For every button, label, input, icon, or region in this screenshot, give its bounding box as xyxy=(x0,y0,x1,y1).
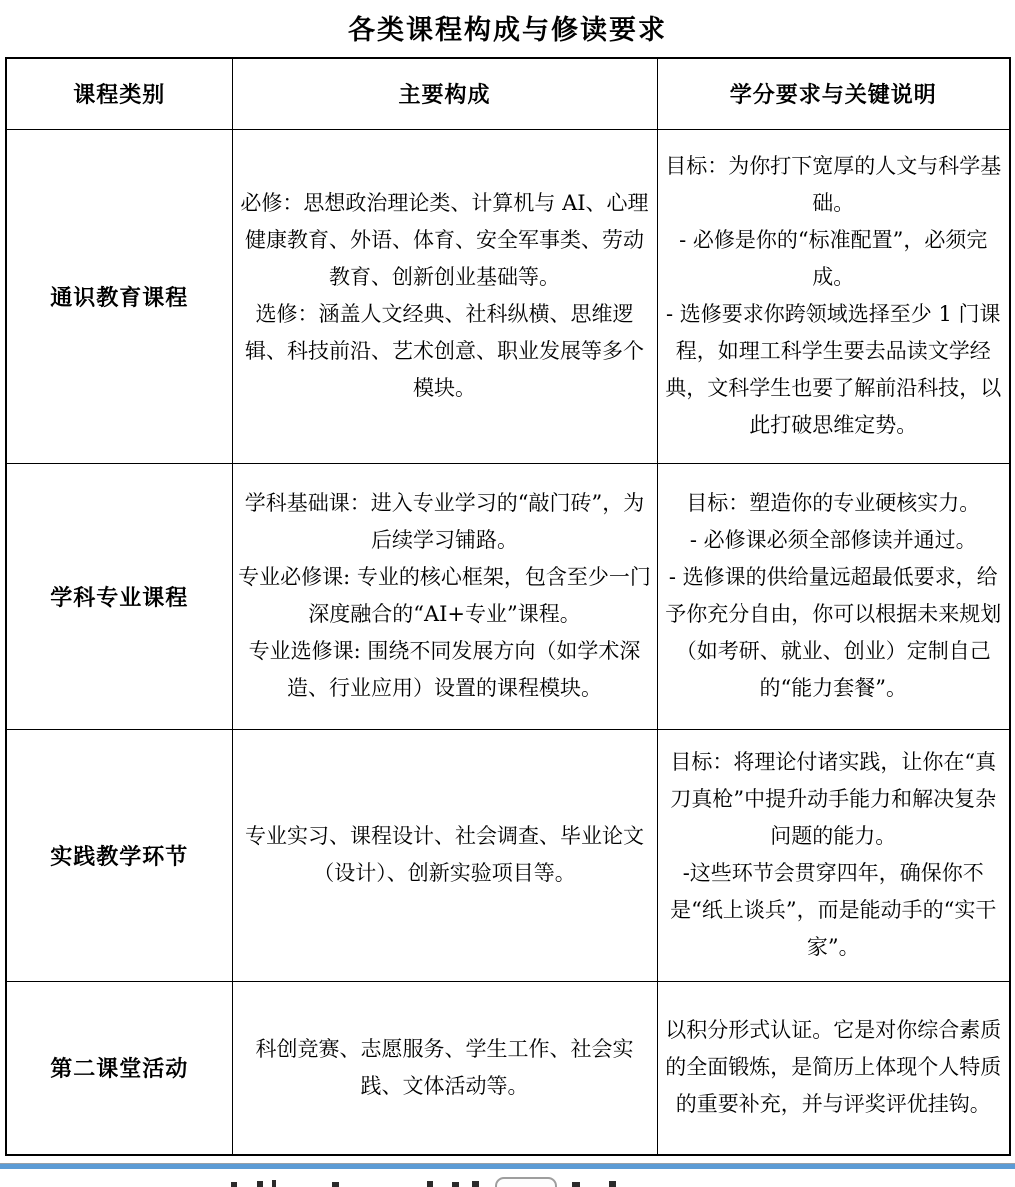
cutoff-text-fragment xyxy=(332,1182,339,1187)
composition-cell xyxy=(232,463,657,729)
requirements-cell xyxy=(657,129,1010,463)
requirements-paragraph: - 必修是你的“标准配置”，必须完成。 xyxy=(679,228,988,289)
table-header-row xyxy=(6,58,1010,129)
cutoff-text-fragment xyxy=(427,1181,433,1187)
composition-paragraph: 专业实习、课程设计、社会调查、毕业论文（设计）、创新实验项目等。 xyxy=(245,824,644,885)
composition-paragraph: 专业必修课: 专业的核心框架，包含至少一门深度融合的“AI+专业”课程。 xyxy=(238,565,651,626)
requirements-paragraph: 以积分形式认证。它是对你综合素质的全面锻炼，是简历上体现个人特质的重要补充，并与评奖评优挂钩。 xyxy=(665,1018,1002,1117)
composition-paragraph: 必修：思想政治理论类、计算机与 AI、心理健康教育、外语、体育、安全军事类、劳动教育、创新创业基础等。 xyxy=(240,191,649,289)
composition-paragraph: 科创竞赛、志愿服务、学生工作、社会实践、文体活动等。 xyxy=(255,1036,634,1098)
category-cell: 学科专业课程 xyxy=(6,463,232,729)
header-credit-requirements: 学分要求与关键说明 xyxy=(657,58,1010,129)
requirements-paragraph: - 选修课的供给量远超最低要求，给予你充分自由，你可以根据未来规划（如考研、就业、创业）定制自己的“能力套餐”。 xyxy=(665,565,1002,700)
composition-paragraph: 专业选修课: 围绕不同发展方向（如学术深造、行业应用）设置的课程模块。 xyxy=(248,639,641,700)
cutoff-text-fragment xyxy=(272,1180,276,1187)
requirements-paragraph: - 选修要求你跨领域选择至少 1 门课程，如理工科学生要去品读文学经典，文科学生也要了解前沿科技，以此打破思维定势。 xyxy=(665,302,1002,437)
category-cell: 第二课堂活动 xyxy=(6,981,232,1155)
cutoff-text-fragment xyxy=(257,1181,263,1187)
requirements-paragraph: 目标：将理论付诸实践，让你在“真刀真枪”中提升动手能力和解决复杂问题的能力。 xyxy=(670,750,997,848)
table-row xyxy=(6,729,1010,981)
table-row xyxy=(6,981,1010,1155)
composition-cell xyxy=(232,729,657,981)
header-main-composition: 主要构成 xyxy=(232,58,657,129)
requirements-paragraph: 目标：塑造你的专业硬核实力。 xyxy=(686,491,981,515)
requirements-cell xyxy=(657,463,1010,729)
composition-cell xyxy=(232,129,657,463)
header-course-category: 课程类别 xyxy=(6,58,232,129)
composition-paragraph: 选修：涵盖人文经典、社科纵横、思维逻辑、科技前沿、艺术创意、职业发展等多个模块。 xyxy=(245,302,644,400)
cutoff-text-fragment xyxy=(231,1182,237,1187)
cutoff-text-fragment xyxy=(609,1181,616,1187)
composition-paragraph: 学科基础课：进入专业学习的“敲门砖”，为后续学习铺路。 xyxy=(244,491,645,552)
page-title: 各类课程构成与修读要求 xyxy=(348,15,667,46)
requirements-paragraph: -这些环节会贯穿四年，确保你不是“纸上谈兵”，而是能动手的“实干家”。 xyxy=(670,861,997,959)
requirements-paragraph: - 必修课必须全部修读并通过。 xyxy=(689,528,977,552)
table-row xyxy=(6,463,1010,729)
category-cell: 通识教育课程 xyxy=(6,129,232,463)
course-table xyxy=(5,57,1011,1156)
cutoff-text-fragment xyxy=(572,1182,580,1187)
table-bottom-blue-rule xyxy=(0,1164,1015,1169)
cutoff-text-fragment xyxy=(452,1182,459,1187)
requirements-cell xyxy=(657,729,1010,981)
requirements-cell xyxy=(657,981,1010,1155)
cutoff-text-fragment xyxy=(472,1181,479,1187)
requirements-paragraph: 目标：为你打下宽厚的人文与科学基础。 xyxy=(665,154,1002,215)
table-row xyxy=(6,129,1010,463)
cutoff-rounded-box xyxy=(495,1177,557,1187)
category-cell: 实践教学环节 xyxy=(6,729,232,981)
composition-cell xyxy=(232,981,657,1155)
